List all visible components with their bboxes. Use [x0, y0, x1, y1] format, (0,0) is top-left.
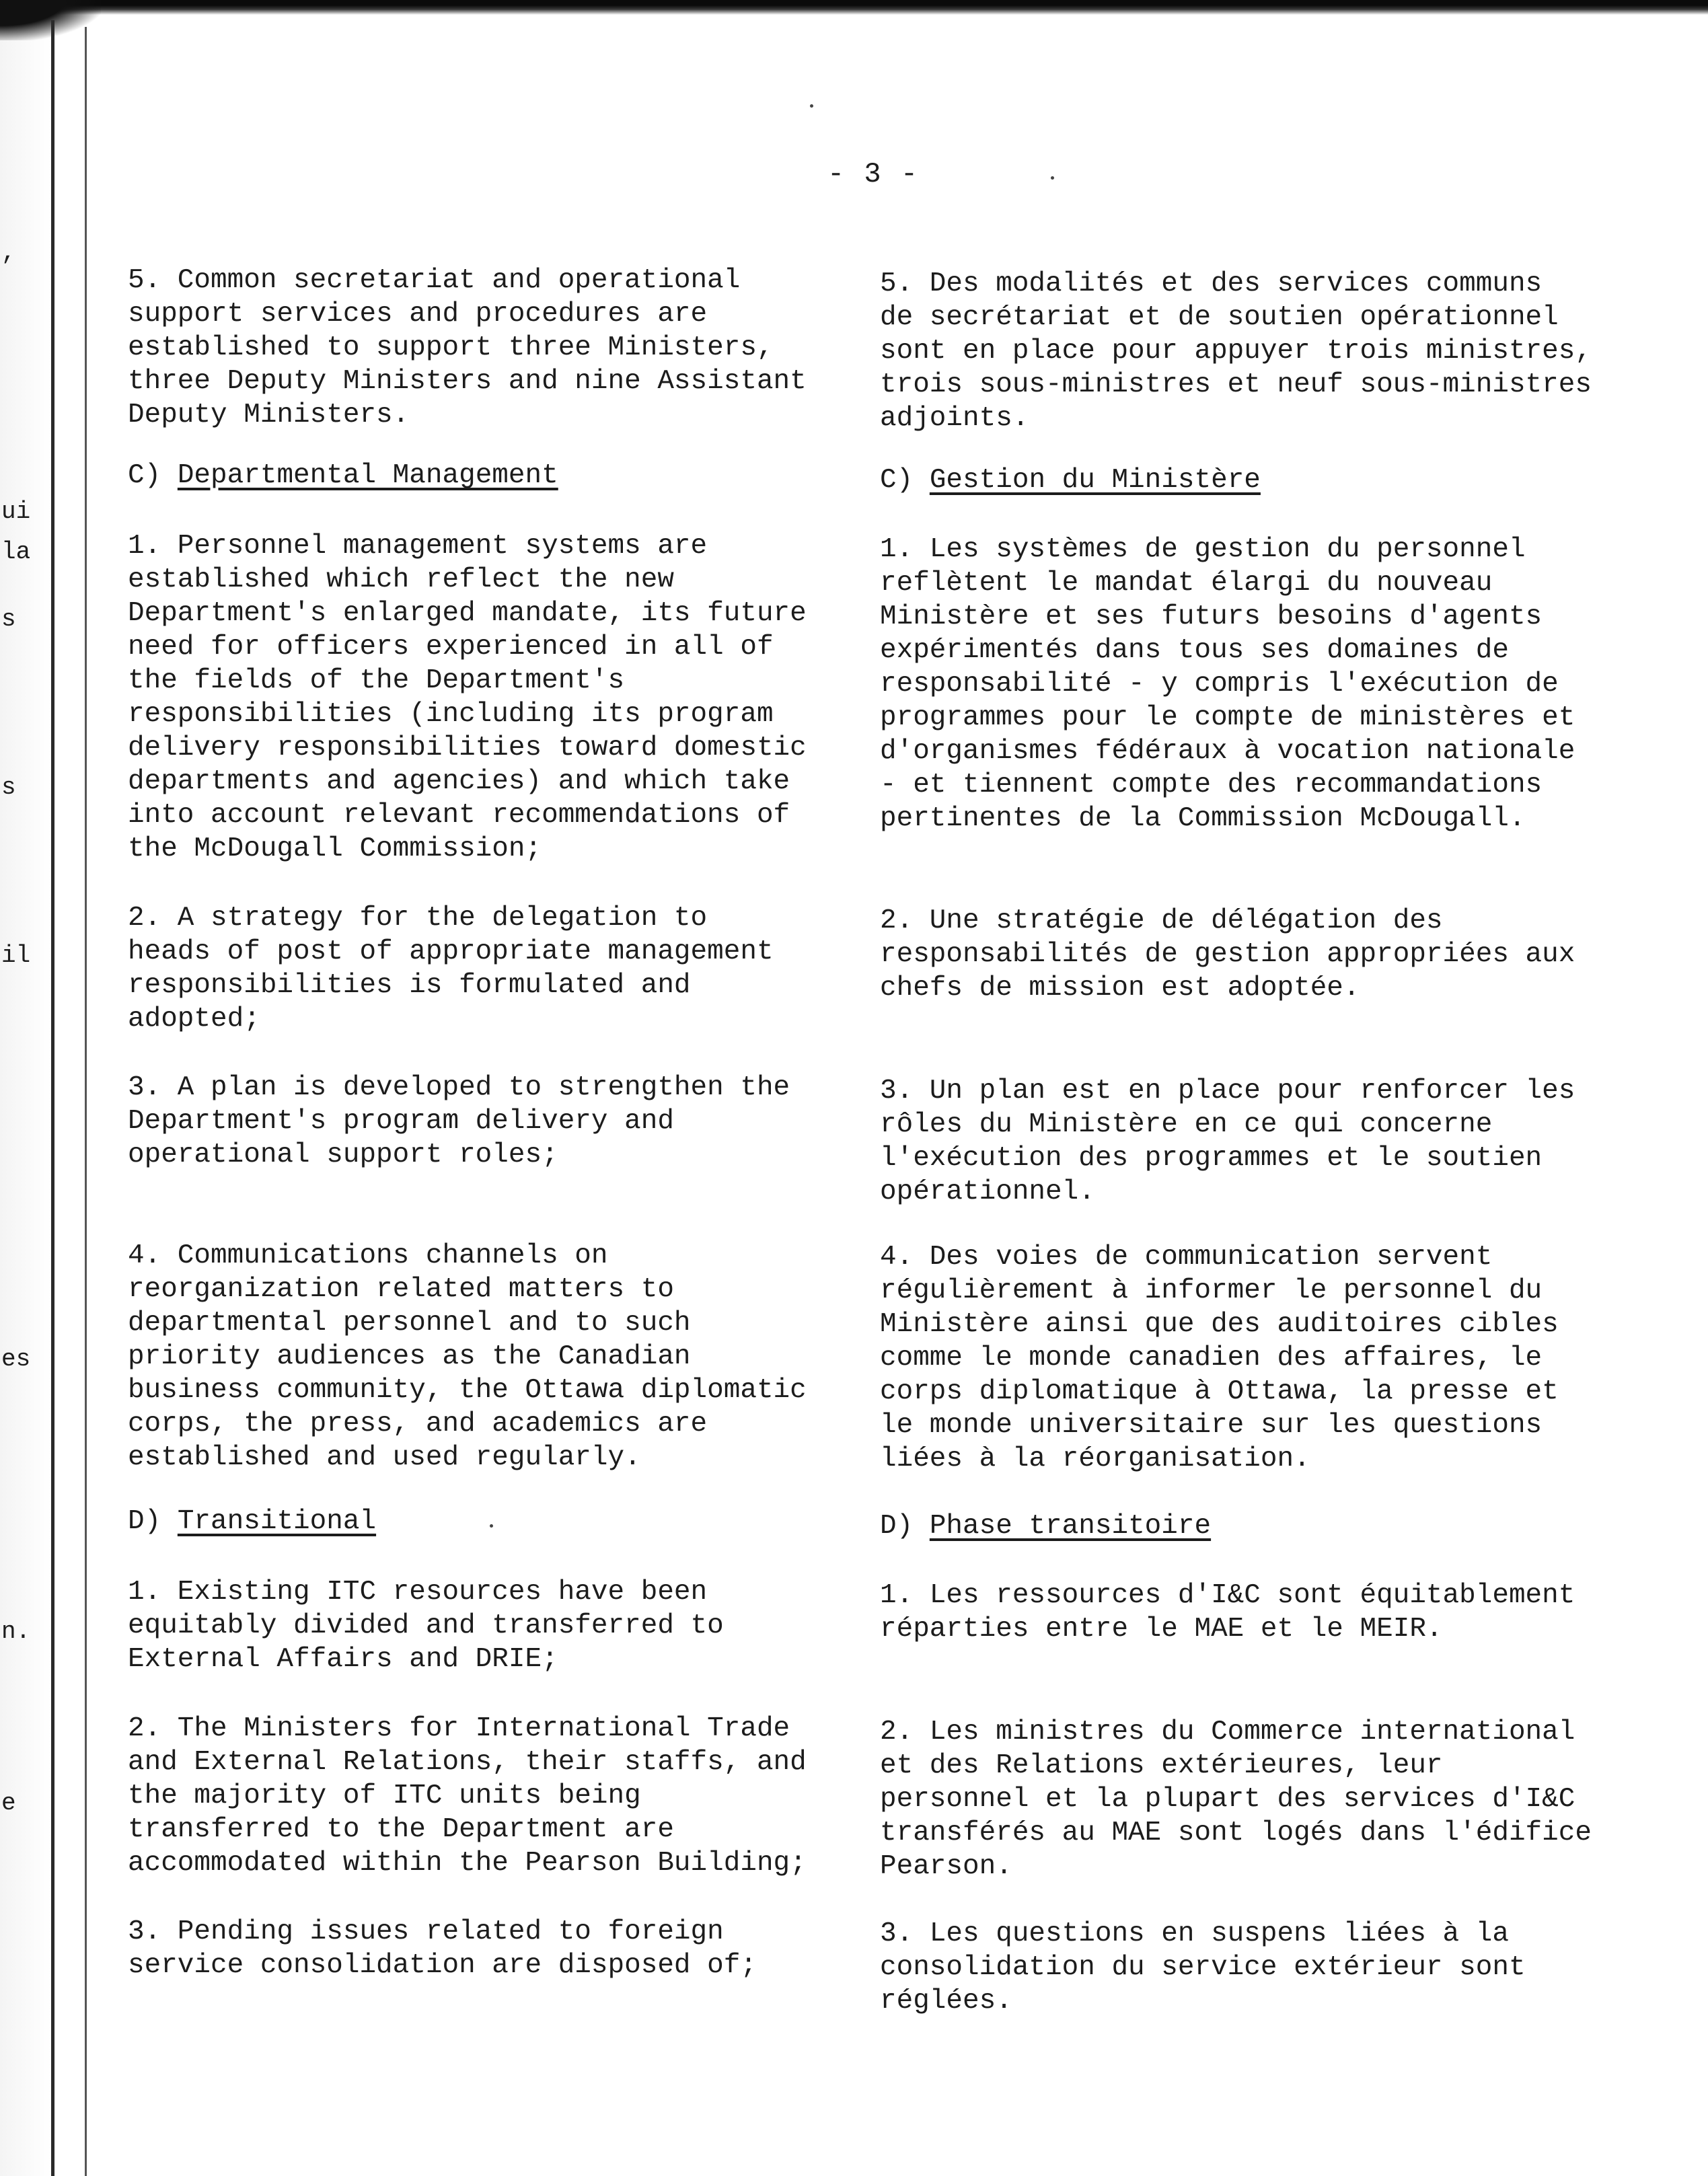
en-c-item-1: 1. Personnel management systems are established which reflect the new Department's enlarged mandate, its future need for officers experienced in all of the fields of the Department's responsibilities (including its program delivery responsibilities toward domestic departments and agencies) and which take into account relevant recommendations of the McDougall Commission; — [128, 531, 807, 864]
en-heading-c — [128, 459, 558, 492]
en-item-5: 5. Common secretariat and operational support services and procedures are established to support three Ministers, three Deputy Ministers and nine Assistant Deputy Ministers. — [128, 265, 807, 430]
margin-fragment: il — [1, 942, 31, 969]
margin-fragment: e — [1, 1789, 16, 1817]
en-d-item-2: 2. The Ministers for International Trade and External Relations, their staffs, and the majority of ITC units being transferred to the Department are accommodated within the Pearson Building; — [128, 1713, 807, 1879]
fr-d-item-3: 3. Les questions en suspens liées à la consolidation du service extérieur sont réglées. — [880, 1918, 1526, 2017]
en-d-item-3: 3. Pending issues related to foreign service consolidation are disposed of; — [128, 1916, 757, 1981]
en-heading-d-prefix: D) — [128, 1506, 161, 1537]
margin-fragment: ui — [1, 498, 31, 525]
en-c-item-3: 3. A plan is developed to strengthen the Department's program delivery and operational support roles; — [128, 1072, 790, 1170]
margin-fragment: s — [1, 605, 16, 633]
scan-speck — [810, 104, 813, 108]
fr-heading-d-prefix: D) — [880, 1511, 914, 1542]
fr-c-item-2: 2. Une stratégie de délégation des responsabilités de gestion appropriées aux chefs de mission est adoptée. — [880, 905, 1575, 1004]
en-heading-d — [128, 1505, 376, 1538]
binding-shadow — [0, 0, 51, 2176]
margin-fragment: es — [1, 1345, 31, 1373]
en-heading-c-title: Departmental Management — [177, 460, 558, 491]
binding-line — [51, 20, 54, 2176]
binding-line-inner — [85, 27, 87, 2176]
en-c-item-4: 4. Communications channels on reorganization related matters to departmental personnel and to such priority audiences as the Canadian business community, the Ottawa diplomatic corps, the press, and academics are established and used regularly. — [128, 1240, 807, 1473]
fr-heading-d — [880, 1509, 1211, 1543]
margin-fragment: n. — [1, 1618, 31, 1645]
fr-item-5: 5. Des modalités et des services communs de secrétariat et de soutien opérationnel sont en place pour appuyer trois ministres, trois sous-ministres et neuf sous-ministres adjoints. — [880, 268, 1592, 434]
scan-top-edge — [0, 0, 1708, 15]
fr-heading-c-title: Gestion du Ministère — [929, 465, 1261, 496]
fr-c-item-1: 1. Les systèmes de gestion du personnel reflètent le mandat élargi du nouveau Ministère et ses futurs besoins d'agents expérimentés dans tous ses domaines de responsabilité - y compris l'exécution de programmes pour le compte de ministères et d'organismes fédéraux à vocation nationale - et tiennent compte des recommandations pertinentes de la Commission McDougall. — [880, 534, 1575, 834]
margin-fragment: , — [1, 239, 16, 266]
margin-fragment: la — [1, 538, 31, 566]
fr-d-item-2: 2. Les ministres du Commerce international et des Relations extérieures, leur personnel et la plupart des services d'I&C transférés au MAE sont logés dans l'édifice Pearson. — [880, 1717, 1592, 1882]
en-heading-c-prefix: C) — [128, 460, 161, 491]
en-d-item-1: 1. Existing ITC resources have been equitably divided and transferred to External Affairs and DRIE; — [128, 1577, 724, 1675]
en-c-item-2: 2. A strategy for the delegation to heads of post of appropriate management responsibilities is formulated and adopted; — [128, 903, 774, 1035]
margin-fragment: s — [1, 774, 16, 801]
fr-d-item-1: 1. Les ressources d'I&C sont équitablement réparties entre le MAE et le MEIR. — [880, 1580, 1575, 1645]
fr-c-item-3: 3. Un plan est en place pour renforcer les rôles du Ministère en ce qui concerne l'exécution des programmes et le soutien opérationnel. — [880, 1076, 1575, 1207]
page-number: - 3 - — [827, 158, 920, 190]
fr-heading-d-title: Phase transitoire — [929, 1511, 1212, 1542]
fr-heading-c — [880, 463, 1261, 497]
en-heading-d-title: Transitional — [177, 1506, 377, 1537]
scan-speck — [1051, 176, 1054, 180]
fr-c-item-4: 4. Des voies de communication servent régulièrement à informer le personnel du Ministère ainsi que des auditoires cibles comme le monde canadien des affaires, le corps diplomatique à Ottawa, la presse et le monde universitaire sur les questions liées à la réorganisation. — [880, 1242, 1559, 1474]
fr-heading-c-prefix: C) — [880, 465, 914, 496]
scan-speck — [490, 1524, 493, 1528]
